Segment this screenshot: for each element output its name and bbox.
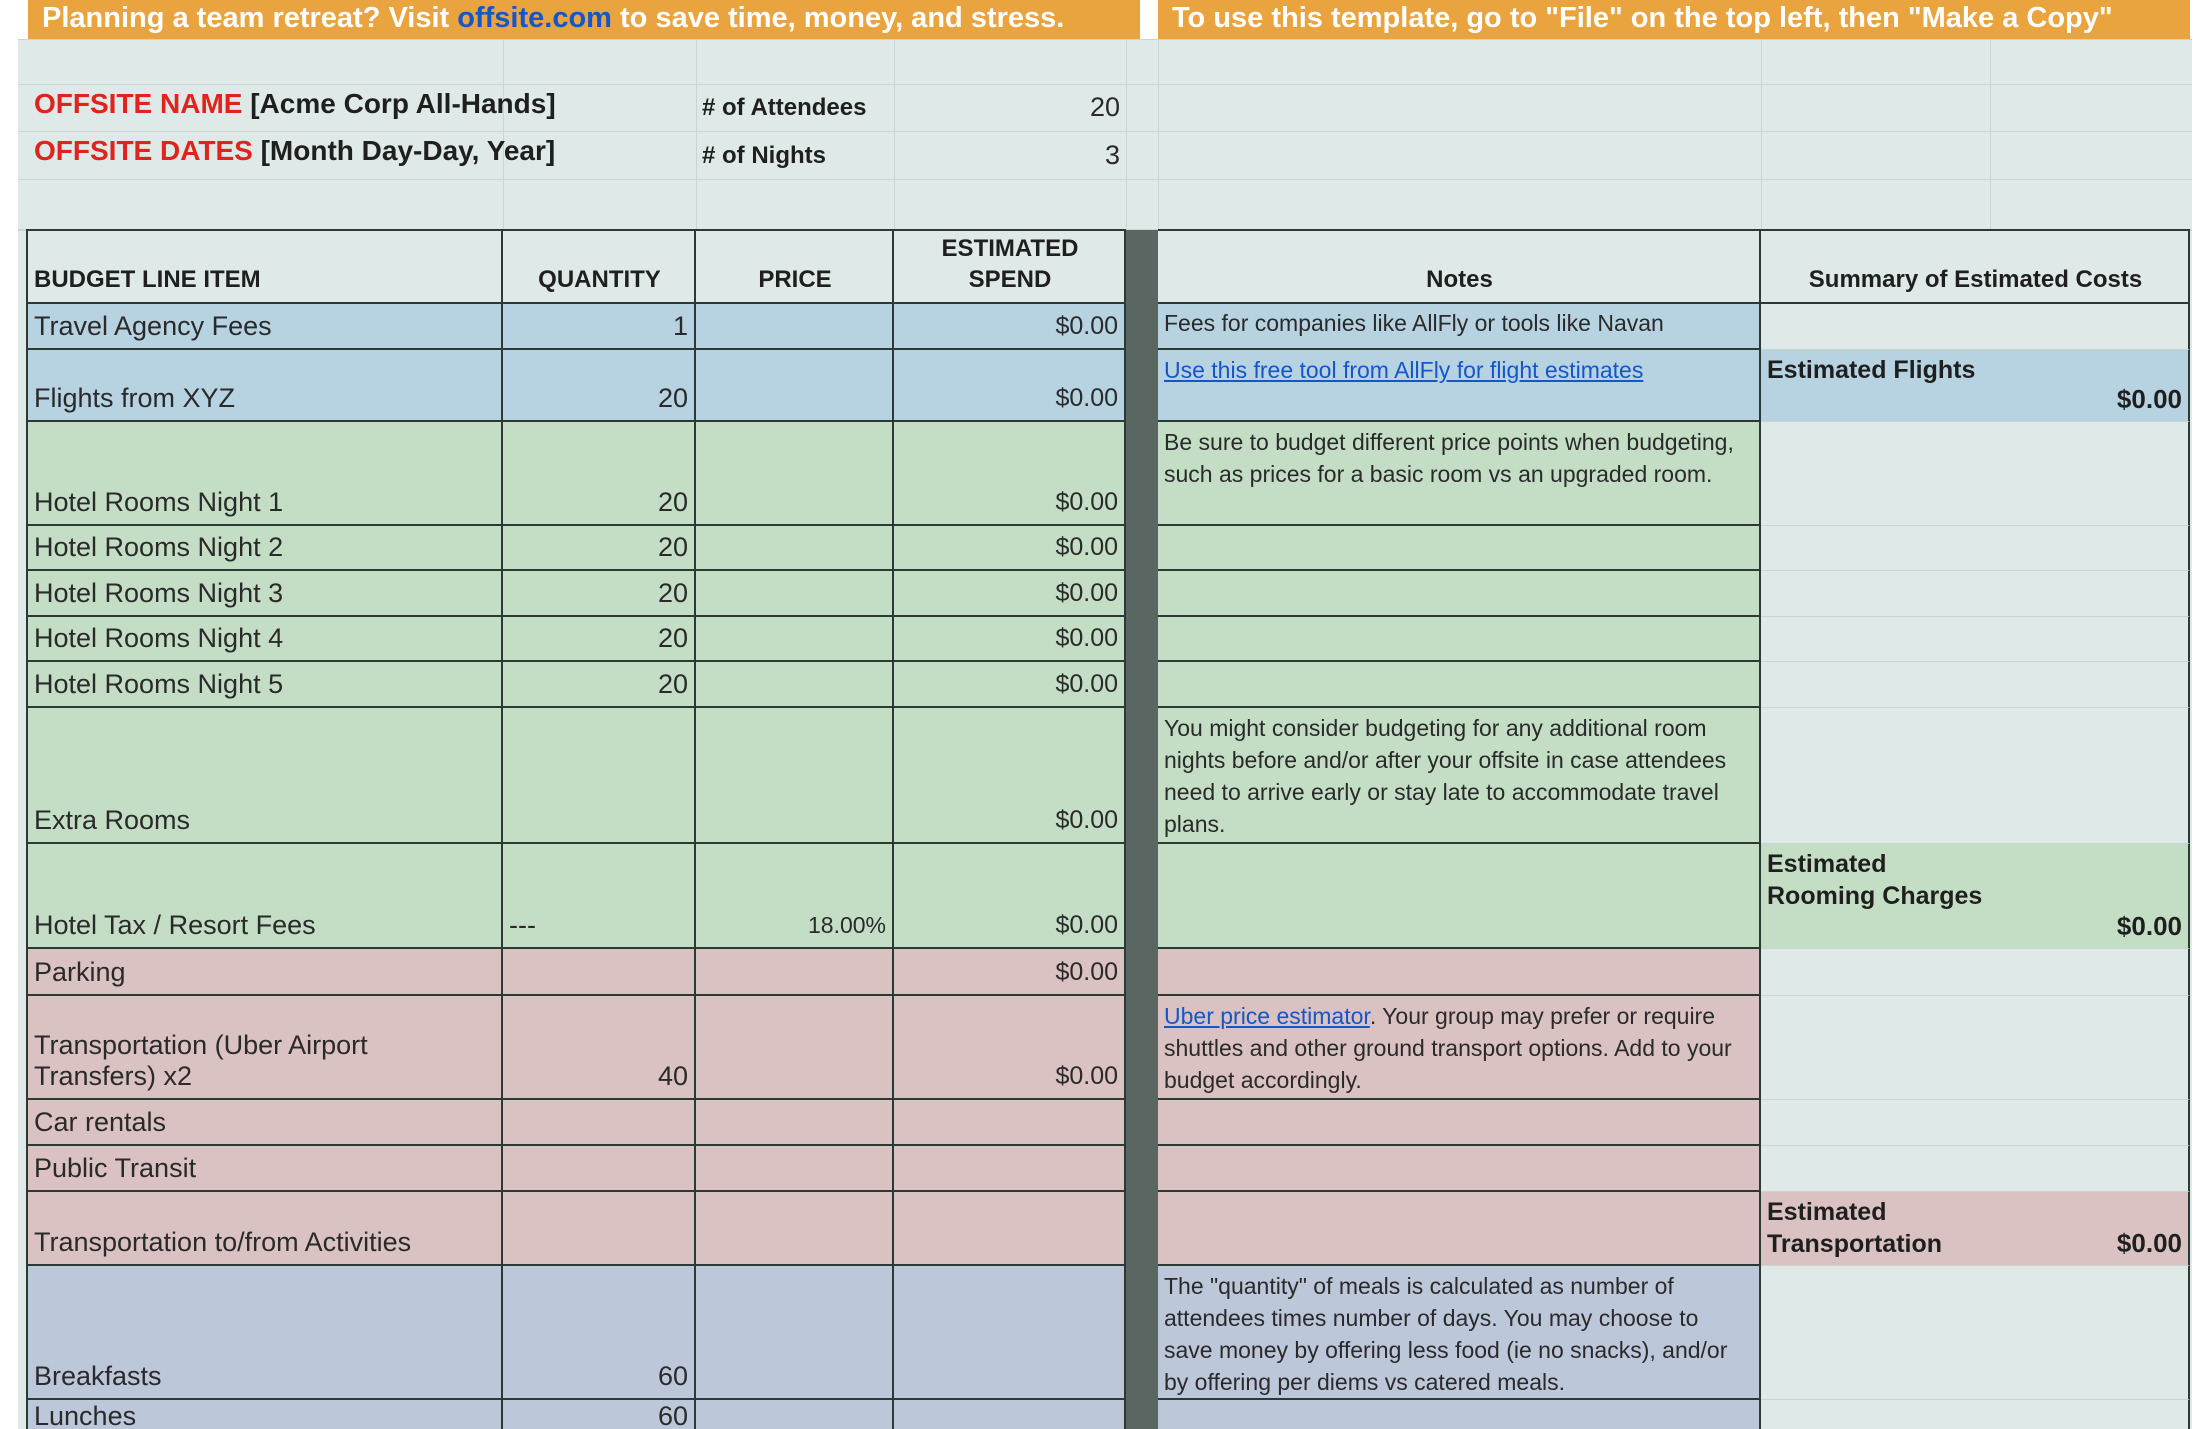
price-cell[interactable]: 18.00% [696, 844, 894, 949]
notes-text: Be sure to budget different price points when budgeting, such as prices for a basic room vs an upgraded room. [1164, 429, 1734, 487]
notes-link[interactable]: Uber price estimator [1164, 1003, 1370, 1029]
summary-label-cell[interactable] [1761, 1146, 1990, 1192]
line-item-cell[interactable]: Extra Rooms [28, 708, 503, 844]
estimated-spend-cell[interactable] [894, 1266, 1126, 1400]
attendees-label: # of Attendees [702, 94, 867, 121]
summary-value-cell[interactable] [1990, 303, 2190, 350]
line-item-cell[interactable]: Breakfasts [28, 1266, 503, 1400]
summary-label-cell[interactable] [1761, 1266, 1990, 1400]
estimated-spend-cell[interactable]: $0.00 [894, 303, 1126, 350]
notes-cell[interactable] [1158, 1192, 1761, 1266]
summary-value-cell[interactable] [1990, 1146, 2190, 1192]
quantity-cell[interactable] [503, 1146, 696, 1192]
summary-value-cell[interactable] [1990, 708, 2190, 844]
quantity-cell[interactable]: 20 [503, 526, 696, 571]
line-item-cell[interactable]: Hotel Rooms Night 5 [28, 662, 503, 708]
summary-value-cell[interactable] [1990, 1100, 2190, 1146]
quantity-cell[interactable]: 20 [503, 617, 696, 662]
notes-cell[interactable] [1158, 303, 1761, 350]
price-cell[interactable] [696, 1146, 894, 1192]
estimated-spend-cell[interactable]: $0.00 [894, 662, 1126, 708]
price-cell[interactable] [696, 526, 894, 571]
notes-cell[interactable] [1158, 1146, 1761, 1192]
estimated-spend-cell[interactable]: $0.00 [894, 526, 1126, 571]
header-price[interactable]: PRICE [758, 266, 832, 293]
line-item-cell[interactable]: Car rentals [28, 1100, 503, 1146]
summary-value-cell[interactable] [1990, 526, 2190, 571]
estimated-spend-cell[interactable]: $0.00 [894, 617, 1126, 662]
line-item-cell[interactable]: Flights from XYZ [28, 350, 503, 422]
notes-text: Fees for companies like AllFly or tools like Navan [1164, 310, 1664, 336]
estimated-spend-cell[interactable] [894, 1400, 1126, 1429]
summary-label-cell[interactable] [1761, 708, 1990, 844]
notes-cell[interactable] [1158, 708, 1761, 844]
notes-text: You might consider budgeting for any additional room nights before and/or after your offsite in case attendees need to arrive early or stay late to accommodate travel plans. [1164, 715, 1727, 837]
quantity-cell[interactable]: 20 [503, 422, 696, 526]
header-quantity[interactable]: QUANTITY [538, 266, 661, 293]
price-cell[interactable] [696, 1192, 894, 1266]
left-border [26, 229, 28, 1429]
summary-label-cell[interactable] [1761, 422, 1990, 526]
summary-value-cell[interactable] [1990, 996, 2190, 1100]
quantity-cell[interactable]: 20 [503, 350, 696, 422]
instructions-banner: To use this template, go to "File" on the top left, then "Make a Copy" [1158, 0, 2190, 39]
notes-cell[interactable] [1158, 422, 1761, 526]
notes-cell[interactable] [1158, 350, 1761, 422]
notes-text: . Your group may prefer or require shuttles and other ground transport options. Add to your budget accordingly. [1164, 1003, 1732, 1093]
notes-cell[interactable] [1158, 1266, 1761, 1400]
notes-cell[interactable] [1158, 662, 1761, 708]
quantity-cell[interactable]: 60 [503, 1266, 696, 1400]
summary-label-cell[interactable] [1761, 526, 1990, 571]
promo-banner [28, 0, 1140, 39]
notes-cell[interactable] [1158, 526, 1761, 571]
notes-cell[interactable] [1158, 1100, 1761, 1146]
summary-label-cell[interactable] [1761, 996, 1990, 1100]
quantity-cell[interactable]: 20 [503, 662, 696, 708]
quantity-cell[interactable]: 60 [503, 1400, 696, 1429]
estimated-spend-cell[interactable] [894, 1146, 1126, 1192]
notes-cell[interactable] [1158, 571, 1761, 617]
summary-label-cell[interactable] [1761, 662, 1990, 708]
notes-text: The "quantity" of meals is calculated as number of attendees times number of days. You may choose to save money by offering less food (ie no snacks), and/or by offering per diems vs catered meals. [1164, 1273, 1728, 1395]
header-summary[interactable]: Summary of Estimated Costs [1808, 266, 2143, 293]
summary-label-cell[interactable] [1761, 303, 1990, 350]
notes-cell[interactable] [1158, 844, 1761, 949]
summary-label-cell[interactable] [1761, 1100, 1990, 1146]
offsite-name-cell[interactable] [34, 88, 694, 128]
notes-cell[interactable] [1158, 617, 1761, 662]
line-item-cell[interactable]: Hotel Rooms Night 2 [28, 526, 503, 571]
estimated-spend-cell[interactable] [894, 1192, 1126, 1266]
promo-text-suffix: to save time, money, and stress. [611, 2, 1065, 34]
nights-label: # of Nights [702, 142, 826, 169]
price-cell[interactable] [696, 571, 894, 617]
offsite-dates-label: OFFSITE DATES [34, 135, 253, 166]
gridline [696, 39, 697, 230]
summary-value-cell[interactable] [1990, 1266, 2190, 1400]
summary-value-cell[interactable] [1990, 949, 2190, 996]
gridline [1990, 39, 1991, 230]
offsite-name-value: [Acme Corp All-Hands] [250, 88, 556, 119]
offsite-link[interactable]: offsite.com [457, 2, 612, 34]
quantity-cell[interactable] [503, 1100, 696, 1146]
quantity-cell[interactable] [503, 1192, 696, 1266]
price-cell[interactable] [696, 1266, 894, 1400]
price-cell[interactable] [696, 422, 894, 526]
summary-value-cell[interactable] [1990, 571, 2190, 617]
estimated-spend-cell[interactable]: $0.00 [894, 949, 1126, 996]
gridline [1126, 39, 1127, 230]
summary-label-cell[interactable] [1761, 571, 1990, 617]
line-item-cell[interactable]: Hotel Rooms Night 3 [28, 571, 503, 617]
summary-value-cell[interactable] [1990, 1400, 2190, 1429]
summary-label-cell[interactable] [1761, 617, 1990, 662]
notes-link[interactable]: Use this free tool from AllFly for flight estimates [1164, 357, 1644, 383]
quantity-cell[interactable]: --- [503, 844, 696, 949]
gridline [1761, 39, 1762, 230]
summary-value-cell[interactable]: $0.00 [1990, 1192, 2190, 1266]
summary-label-cell[interactable]: Estimated Transportation [1761, 1192, 1990, 1266]
line-item-cell[interactable]: Transportation to/from Activities [28, 1192, 503, 1266]
line-item-cell[interactable]: Hotel Rooms Night 4 [28, 617, 503, 662]
line-item-cell[interactable]: Travel Agency Fees [28, 303, 503, 350]
summary-value-cell[interactable] [1990, 662, 2190, 708]
quantity-cell[interactable] [503, 708, 696, 844]
quantity-cell[interactable]: 40 [503, 996, 696, 1100]
price-cell[interactable] [696, 350, 894, 422]
estimated-spend-cell[interactable] [894, 1100, 1126, 1146]
line-item-cell[interactable]: Public Transit [28, 1146, 503, 1192]
summary-label-cell[interactable]: Estimated Rooming Charges [1761, 844, 1990, 949]
gridline [18, 179, 2192, 180]
nights-value[interactable]: 3 [1104, 140, 1120, 170]
quantity-cell[interactable] [503, 949, 696, 996]
line-item-cell[interactable]: Lunches [28, 1400, 503, 1429]
price-cell[interactable] [696, 996, 894, 1100]
estimated-spend-cell[interactable]: $0.00 [894, 422, 1126, 526]
estimated-spend-cell[interactable]: $0.00 [894, 996, 1126, 1100]
estimated-spend-cell[interactable]: $0.00 [894, 571, 1126, 617]
offsite-dates-value: [Month Day-Day, Year] [260, 135, 556, 166]
estimated-spend-cell[interactable]: $0.00 [894, 708, 1126, 844]
gridline [1158, 39, 1159, 230]
quantity-cell[interactable]: 1 [503, 303, 696, 350]
summary-value-cell[interactable]: $0.00 [1990, 350, 2190, 422]
price-cell[interactable] [696, 1100, 894, 1146]
price-cell[interactable] [696, 617, 894, 662]
header-notes[interactable]: Notes [1426, 266, 1493, 293]
summary-value-cell[interactable] [1990, 422, 2190, 526]
summary-value-cell[interactable] [1990, 617, 2190, 662]
summary-label-cell[interactable]: Estimated Flights [1761, 350, 1990, 422]
summary-value-cell[interactable]: $0.00 [1990, 844, 2190, 949]
gridline [18, 39, 2192, 40]
line-item-cell[interactable]: Hotel Tax / Resort Fees [28, 844, 503, 949]
summary-label-cell[interactable] [1761, 949, 1990, 996]
price-cell[interactable] [696, 708, 894, 844]
price-cell[interactable] [696, 949, 894, 996]
price-cell[interactable] [696, 303, 894, 350]
gridline [18, 131, 2192, 132]
offsite-dates-cell[interactable] [34, 135, 694, 175]
quantity-cell[interactable]: 20 [503, 571, 696, 617]
notes-cell[interactable] [1158, 1400, 1761, 1429]
line-item-cell[interactable]: Hotel Rooms Night 1 [28, 422, 503, 526]
estimated-spend-cell[interactable]: $0.00 [894, 350, 1126, 422]
header-line-item[interactable]: BUDGET LINE ITEM [34, 266, 261, 293]
notes-cell[interactable] [1158, 949, 1761, 996]
column-divider [1126, 230, 1158, 1429]
price-cell[interactable] [696, 662, 894, 708]
line-item-cell[interactable]: Transportation (Uber Airport Transfers) x2 [28, 996, 503, 1100]
header-estimated-spend[interactable]: ESTIMATED SPEND [941, 235, 1079, 293]
line-item-cell[interactable]: Parking [28, 949, 503, 996]
gridline [18, 84, 2192, 85]
estimated-spend-cell[interactable]: $0.00 [894, 844, 1126, 949]
summary-label-cell[interactable] [1761, 1400, 1990, 1429]
promo-text-prefix: Planning a team retreat? Visit [42, 2, 458, 34]
gridline [894, 39, 895, 230]
price-cell[interactable] [696, 1400, 894, 1429]
notes-cell[interactable] [1158, 996, 1761, 1100]
attendees-value[interactable]: 20 [1089, 92, 1120, 122]
offsite-name-label: OFFSITE NAME [34, 88, 243, 119]
